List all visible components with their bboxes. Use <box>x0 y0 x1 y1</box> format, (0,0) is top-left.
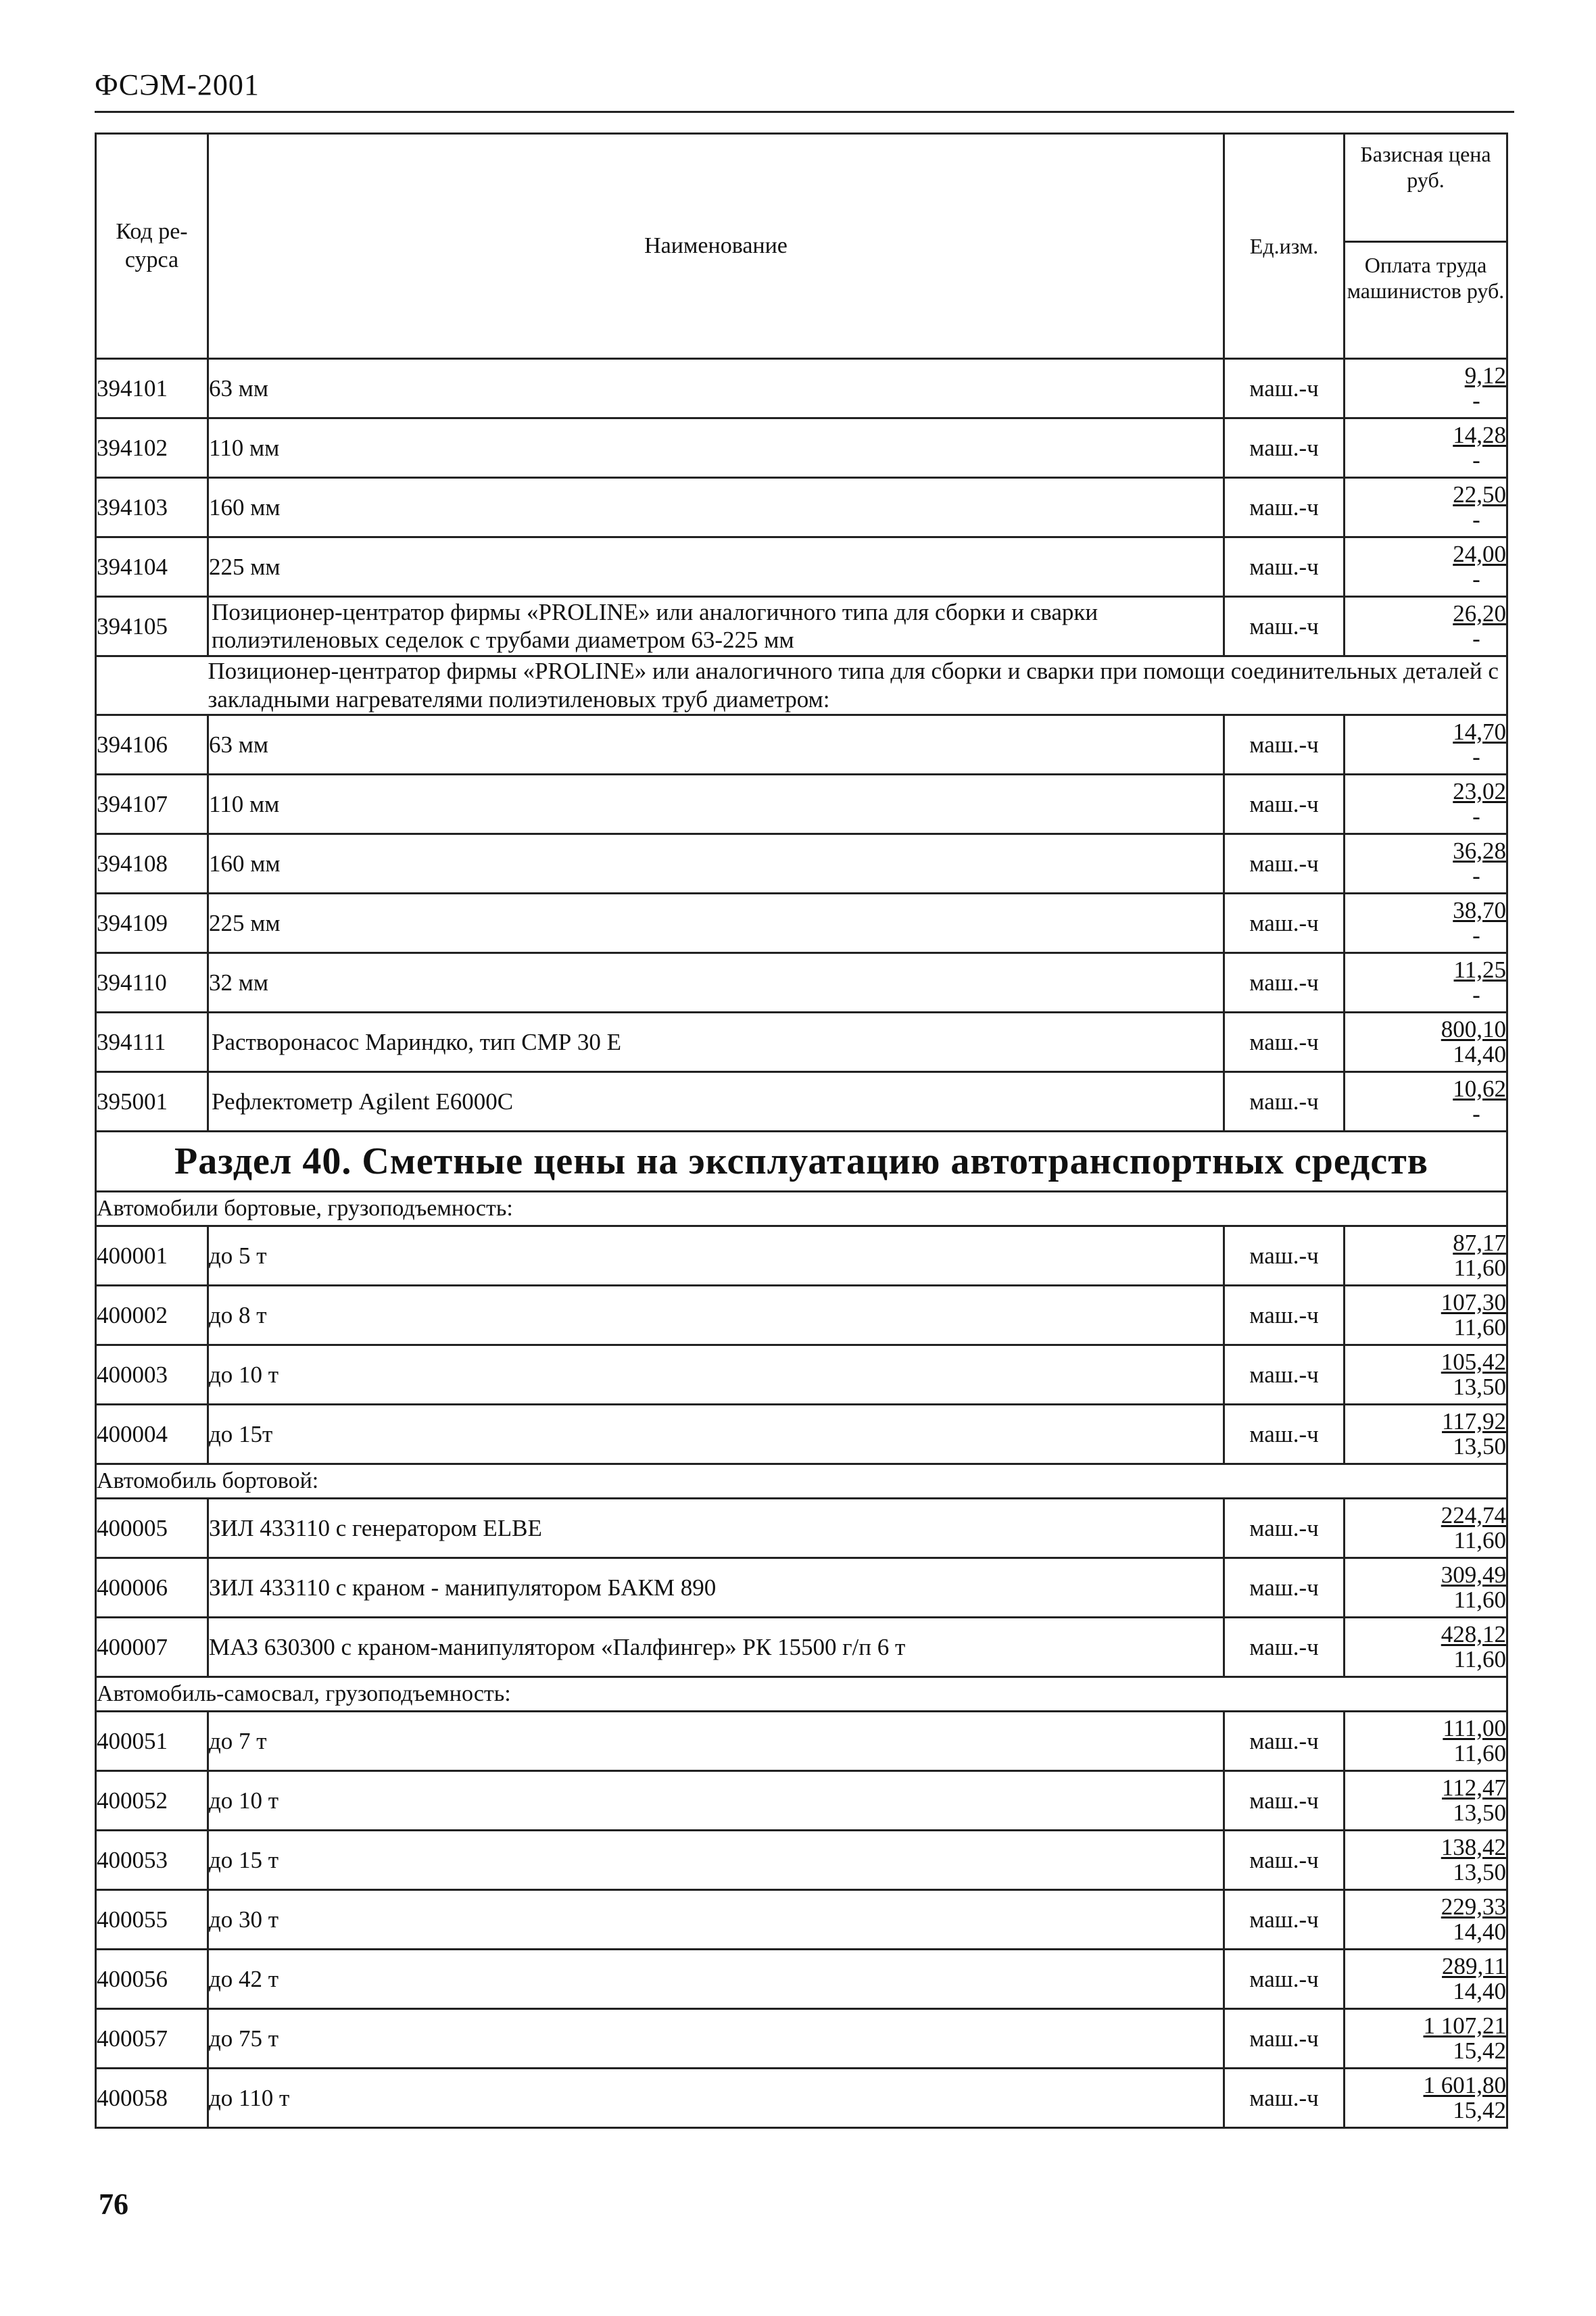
operator-wage: 13,50 <box>1453 1858 1506 1885</box>
resource-name: до 15 т <box>208 1831 1224 1890</box>
resource-name: до 10 т <box>208 1771 1224 1831</box>
table-header-row <box>96 134 1507 359</box>
column-header-code: Код ре-сурса <box>96 134 208 359</box>
operator-wage: 11,60 <box>1453 1739 1506 1766</box>
operator-wage: - <box>1472 387 1480 414</box>
base-price: 105,42 <box>1441 1348 1506 1375</box>
base-price: 23,02 <box>1453 777 1506 804</box>
price-cell <box>1345 2069 1507 2128</box>
price-table <box>95 132 1508 2129</box>
resource-name: до 110 т <box>208 2069 1224 2128</box>
resource-name: МАЗ 630300 с краном-манипулятором «Палфингер» РК 15500 г/п 6 т <box>208 1618 1224 1677</box>
page-number: 76 <box>99 2188 128 2221</box>
unit-of-measure: маш.-ч <box>1224 1712 1345 1771</box>
base-price: 112,47 <box>1442 1774 1506 1801</box>
resource-name: до 15т <box>208 1405 1224 1464</box>
table-row <box>96 715 1507 775</box>
operator-wage: - <box>1472 506 1480 533</box>
price-cell <box>1345 715 1507 775</box>
table-row <box>96 1072 1507 1132</box>
resource-code: 400053 <box>96 1831 208 1890</box>
base-price: 1 107,21 <box>1423 2012 1506 2039</box>
price-cell <box>1345 1558 1507 1618</box>
resource-name: до 42 т <box>208 1950 1224 2009</box>
table-row <box>96 1950 1507 2009</box>
unit-of-measure: маш.-ч <box>1224 953 1345 1013</box>
operator-wage: - <box>1472 862 1480 889</box>
unit-of-measure: маш.-ч <box>1224 715 1345 775</box>
base-price: 14,28 <box>1453 421 1506 448</box>
unit-of-measure: маш.-ч <box>1224 1405 1345 1464</box>
resource-name: до 75 т <box>208 2009 1224 2069</box>
price-cell <box>1345 1345 1507 1405</box>
resource-code: 394111 <box>96 1013 208 1072</box>
unit-of-measure: маш.-ч <box>1224 894 1345 953</box>
unit-of-measure: маш.-ч <box>1224 1771 1345 1831</box>
group-heading: Автомобили бортовые, грузоподъемность: <box>96 1192 1507 1226</box>
unit-of-measure: маш.-ч <box>1224 2069 1345 2128</box>
operator-wage: 11,60 <box>1453 1254 1506 1281</box>
base-price: 1 601,80 <box>1423 2071 1506 2098</box>
operator-wage: - <box>1472 625 1480 652</box>
resource-code: 400056 <box>96 1950 208 2009</box>
column-header-base-price: Базисная цена руб. <box>1345 135 1506 243</box>
table-row <box>96 478 1507 537</box>
section-title: Раздел 40. Сметные цены на эксплуатацию автотранспортных средств <box>96 1132 1507 1192</box>
resource-code: 394101 <box>96 359 208 418</box>
operator-wage: - <box>1472 802 1480 829</box>
price-cell <box>1345 1013 1507 1072</box>
resource-name: 225 мм <box>208 537 1224 597</box>
unit-of-measure: маш.-ч <box>1224 1345 1345 1405</box>
operator-wage: 14,40 <box>1453 1040 1506 1067</box>
resource-code: 400057 <box>96 2009 208 2069</box>
unit-of-measure: маш.-ч <box>1224 1013 1345 1072</box>
group-row <box>96 1192 1507 1226</box>
operator-wage: 13,50 <box>1453 1432 1506 1459</box>
unit-of-measure: маш.-ч <box>1224 1286 1345 1345</box>
resource-code: 400004 <box>96 1405 208 1464</box>
base-price: 38,70 <box>1453 896 1506 923</box>
unit-of-measure: маш.-ч <box>1224 2009 1345 2069</box>
table-row <box>96 359 1507 418</box>
operator-wage: 13,50 <box>1453 1373 1506 1400</box>
price-cell <box>1345 1226 1507 1286</box>
price-cell <box>1345 1712 1507 1771</box>
section-row <box>96 1132 1507 1192</box>
price-cell <box>1345 1286 1507 1345</box>
resource-code: 394104 <box>96 537 208 597</box>
resource-code: 394105 <box>96 597 208 656</box>
price-cell <box>1345 359 1507 418</box>
resource-code: 394109 <box>96 894 208 953</box>
table-row <box>96 1712 1507 1771</box>
unit-of-measure: маш.-ч <box>1224 1831 1345 1890</box>
table-row <box>96 1286 1507 1345</box>
operator-wage: 11,60 <box>1453 1645 1506 1672</box>
base-price: 9,12 <box>1464 362 1506 389</box>
resource-code: 394103 <box>96 478 208 537</box>
resource-name: Позиционер-центратор фирмы «PROLINE» или аналогичного типа для сборки и сварки полиэтиленовых седелок с трубами диаметром 63-225 мм <box>208 597 1224 656</box>
base-price: 289,11 <box>1442 1952 1506 1979</box>
price-cell <box>1345 2009 1507 2069</box>
base-price: 14,70 <box>1453 718 1506 745</box>
resource-name: до 10 т <box>208 1345 1224 1405</box>
price-cell <box>1345 834 1507 894</box>
resource-code: 394106 <box>96 715 208 775</box>
resource-code: 400003 <box>96 1345 208 1405</box>
table-row <box>96 834 1507 894</box>
base-price: 224,74 <box>1441 1501 1506 1528</box>
operator-wage: 14,40 <box>1453 1977 1506 2004</box>
table-row <box>96 2069 1507 2128</box>
unit-of-measure: маш.-ч <box>1224 478 1345 537</box>
operator-wage: - <box>1472 1100 1480 1127</box>
base-price: 10,62 <box>1453 1075 1506 1102</box>
price-cell <box>1345 1618 1507 1677</box>
base-price: 428,12 <box>1441 1620 1506 1647</box>
resource-code: 400006 <box>96 1558 208 1618</box>
unit-of-measure: маш.-ч <box>1224 1890 1345 1950</box>
resource-code: 400002 <box>96 1286 208 1345</box>
base-price: 87,17 <box>1453 1229 1506 1256</box>
resource-name: ЗИЛ 433110 с генератором ELBE <box>208 1499 1224 1558</box>
base-price: 22,50 <box>1453 481 1506 508</box>
table-row <box>96 1405 1507 1464</box>
table-body <box>96 359 1507 2128</box>
resource-code: 394107 <box>96 775 208 834</box>
resource-code: 394110 <box>96 953 208 1013</box>
table-row <box>96 1618 1507 1677</box>
operator-wage: - <box>1472 565 1480 592</box>
price-cell <box>1345 1499 1507 1558</box>
group-heading: Автомобиль бортовой: <box>96 1464 1507 1499</box>
group-row <box>96 1677 1507 1712</box>
resource-name: 160 мм <box>208 834 1224 894</box>
operator-wage: 15,42 <box>1453 2037 1506 2064</box>
base-price: 117,92 <box>1442 1407 1506 1434</box>
table-row <box>96 1226 1507 1286</box>
base-price: 309,49 <box>1441 1561 1506 1588</box>
unit-of-measure: маш.-ч <box>1224 1558 1345 1618</box>
price-cell <box>1345 953 1507 1013</box>
resource-name: до 8 т <box>208 1286 1224 1345</box>
column-header-name: Наименование <box>208 134 1224 359</box>
resource-code: 395001 <box>96 1072 208 1132</box>
price-cell <box>1345 1831 1507 1890</box>
price-cell <box>1345 478 1507 537</box>
resource-name: 110 мм <box>208 775 1224 834</box>
table-row <box>96 537 1507 597</box>
table-row <box>96 1499 1507 1558</box>
operator-wage: - <box>1472 743 1480 770</box>
price-cell <box>1345 537 1507 597</box>
resource-name: 63 мм <box>208 359 1224 418</box>
table-row <box>96 1013 1507 1072</box>
resource-name: до 5 т <box>208 1226 1224 1286</box>
operator-wage: 15,42 <box>1453 2096 1506 2123</box>
table-row <box>96 1831 1507 1890</box>
operator-wage: 13,50 <box>1453 1799 1506 1826</box>
column-header-unit: Ед.изм. <box>1224 134 1345 359</box>
unit-of-measure: маш.-ч <box>1224 597 1345 656</box>
unit-of-measure: маш.-ч <box>1224 834 1345 894</box>
resource-name: 32 мм <box>208 953 1224 1013</box>
resource-code: 394108 <box>96 834 208 894</box>
unit-of-measure: маш.-ч <box>1224 1618 1345 1677</box>
operator-wage: 14,40 <box>1453 1918 1506 1945</box>
column-header-price <box>1345 134 1507 359</box>
table-row <box>96 1771 1507 1831</box>
base-price: 107,30 <box>1441 1288 1506 1316</box>
resource-name: Рефлектометр Agilent E6000C <box>208 1072 1224 1132</box>
operator-wage: 11,60 <box>1453 1586 1506 1613</box>
unit-of-measure: маш.-ч <box>1224 775 1345 834</box>
resource-code: 400007 <box>96 1618 208 1677</box>
table-row <box>96 1345 1507 1405</box>
base-price: 138,42 <box>1441 1833 1506 1860</box>
resource-code: 400001 <box>96 1226 208 1286</box>
price-cell <box>1345 1950 1507 2009</box>
base-price: 229,33 <box>1441 1893 1506 1920</box>
unit-of-measure: маш.-ч <box>1224 1072 1345 1132</box>
empty-code-cell <box>96 656 208 715</box>
column-header-operator-wage: Оплата труда машинистов руб. <box>1347 253 1505 304</box>
resource-name: 160 мм <box>208 478 1224 537</box>
operator-wage: - <box>1472 981 1480 1008</box>
price-cell <box>1345 1405 1507 1464</box>
operator-wage: 11,60 <box>1453 1313 1506 1341</box>
group-heading: Автомобиль-самосвал, грузоподъемность: <box>96 1677 1507 1712</box>
price-cell <box>1345 418 1507 478</box>
price-cell <box>1345 1890 1507 1950</box>
operator-wage: - <box>1472 921 1480 948</box>
base-price: 26,20 <box>1453 600 1506 627</box>
resource-name: 63 мм <box>208 715 1224 775</box>
price-cell <box>1345 1072 1507 1132</box>
resource-code: 400055 <box>96 1890 208 1950</box>
price-cell <box>1345 894 1507 953</box>
resource-code: 394102 <box>96 418 208 478</box>
unit-of-measure: маш.-ч <box>1224 537 1345 597</box>
group-heading: Позиционер-центратор фирмы «PROLINE» или аналогичного типа для сборки и сварки при помощи соединительных деталей с закладными нагревателями полиэтиленовых труб диаметром: <box>208 656 1507 715</box>
resource-code: 400005 <box>96 1499 208 1558</box>
table-row <box>96 418 1507 478</box>
table-row <box>96 2009 1507 2069</box>
resource-code: 400058 <box>96 2069 208 2128</box>
resource-name: Растворонасос Мариндко, тип СМР 30 Е <box>208 1013 1224 1072</box>
running-header: ФСЭМ-2001 <box>95 68 260 101</box>
table-row <box>96 1890 1507 1950</box>
table-row <box>96 597 1507 656</box>
table-row <box>96 775 1507 834</box>
unit-of-measure: маш.-ч <box>1224 1226 1345 1286</box>
group-row <box>96 1464 1507 1499</box>
header-rule <box>95 111 1514 113</box>
group-row <box>96 656 1507 715</box>
base-price: 24,00 <box>1453 540 1506 567</box>
table-row <box>96 894 1507 953</box>
resource-name: 110 мм <box>208 418 1224 478</box>
price-cell <box>1345 597 1507 656</box>
resource-name: 225 мм <box>208 894 1224 953</box>
unit-of-measure: маш.-ч <box>1224 1499 1345 1558</box>
unit-of-measure: маш.-ч <box>1224 418 1345 478</box>
resource-name: до 7 т <box>208 1712 1224 1771</box>
unit-of-measure: маш.-ч <box>1224 1950 1345 2009</box>
operator-wage: 11,60 <box>1453 1526 1506 1553</box>
resource-code: 400052 <box>96 1771 208 1831</box>
resource-name: ЗИЛ 433110 с краном - манипулятором БАКМ 890 <box>208 1558 1224 1618</box>
price-cell <box>1345 775 1507 834</box>
base-price: 36,28 <box>1453 837 1506 864</box>
unit-of-measure: маш.-ч <box>1224 359 1345 418</box>
price-cell <box>1345 1771 1507 1831</box>
table-row <box>96 1558 1507 1618</box>
operator-wage: - <box>1472 446 1480 473</box>
resource-name: до 30 т <box>208 1890 1224 1950</box>
resource-code: 400051 <box>96 1712 208 1771</box>
base-price: 111,00 <box>1443 1714 1506 1741</box>
table-row <box>96 953 1507 1013</box>
base-price: 11,25 <box>1453 956 1506 983</box>
base-price: 800,10 <box>1441 1015 1506 1042</box>
